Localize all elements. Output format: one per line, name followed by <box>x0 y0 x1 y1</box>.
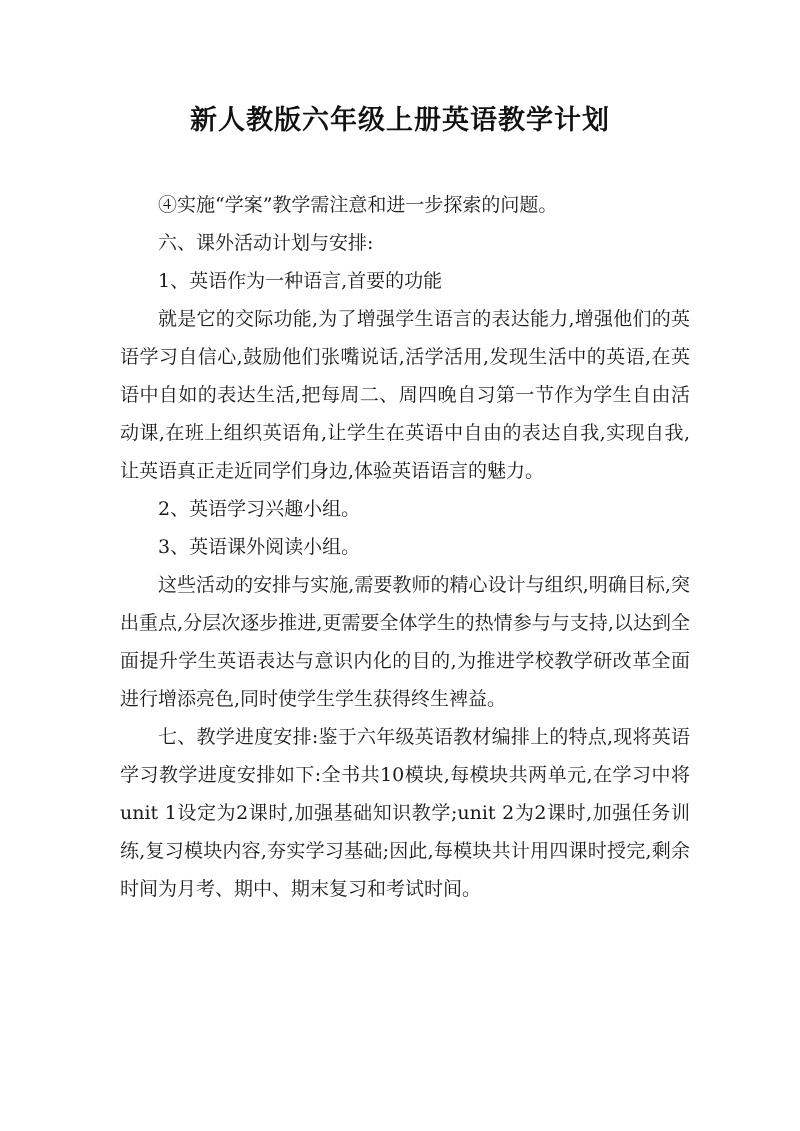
paragraph-item-3: 3、英语课外阅读小组。 <box>158 536 361 558</box>
document-body <box>120 186 690 908</box>
paragraph-learning-plan-note: ④实施“学案”教学需注意和进一步探索的问题。 <box>158 194 558 216</box>
paragraph-communication-function: 就是它的交际功能,为了增强学生语言的表达能力,增强他们的英语学习自信心,鼓励他们张嘴说话,活学活用,发现生活中的英语,在英语中自如的表达生活,把每周二、周四晚自习第一节作为学生自由活动课,在班上组织英语角,让学生在英语中自由的表达自我,实现自我,让英语真正走近同学们身边,体验英语语言的魅力。 <box>120 308 690 482</box>
paragraph-item-2: 2、英语学习兴趣小组。 <box>158 498 361 520</box>
paragraph-section-seven-schedule: 七、教学进度安排:鉴于六年级英语教材编排上的特点,现将英语学习教学进度安排如下:全书共10模块,每模块共两单元,在学习中将unit 1设定为2课时,加强基础知识教学;unit 2为2课时,加强任务训练,复习模块内容,夯实学习基础;因此,每模块共计用四课时授完,剩余时间为月考、期中、期末复习和考试时间。 <box>120 726 690 900</box>
paragraph-item-1-heading: 1、英语作为一种语言,首要的功能 <box>158 270 443 292</box>
document-title: 新人教版六年级上册英语教学计划 <box>190 105 610 136</box>
paragraph-section-six-heading: 六、课外活动计划与安排: <box>158 232 374 254</box>
paragraph-activities-summary: 这些活动的安排与实施,需要教师的精心设计与组织,明确目标,突出重点,分层次逐步推进,更需要全体学生的热情参与与支持,以达到全面提升学生英语表达与意识内化的目的,为推进学校教学研改革全面进行增添亮色,同时使学生学生获得终生裨益。 <box>120 574 690 710</box>
